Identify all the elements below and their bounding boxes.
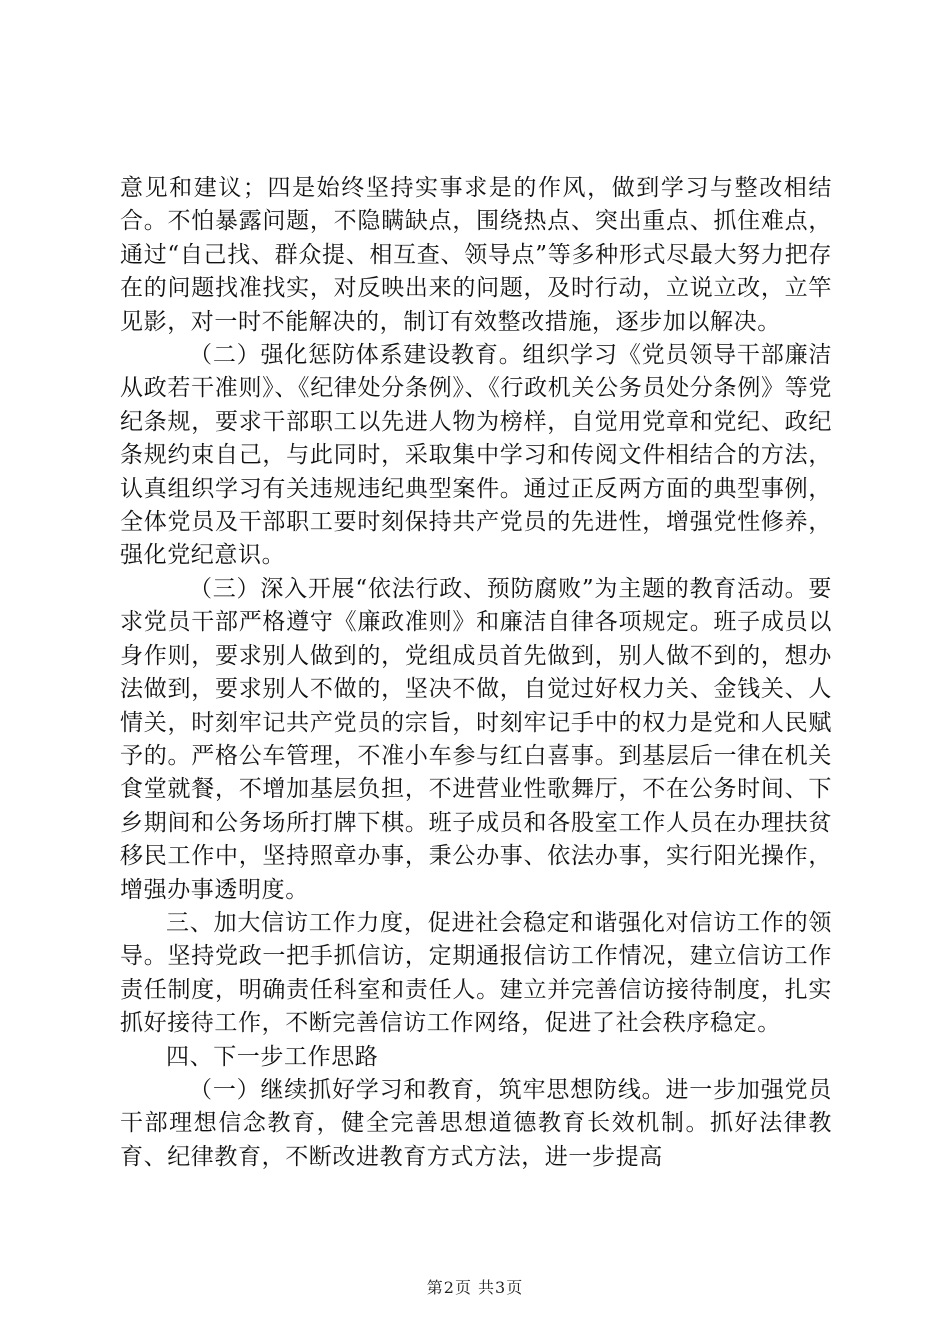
paragraph-petition-work: 三、加大信访工作力度，促进社会稳定和谐强化对信访工作的领导。坚持党政一把手抓信访，定期通报信访工作情况，建立信访工作责任制度，明确责任科室和责任人。建立并完善信访接待制度，扎实抓好接待工作，不断完善信访工作网络，促进了社会秩序稳定。 bbox=[120, 909, 832, 1037]
document-body bbox=[120, 172, 832, 1174]
paragraph-continuation: 意见和建议；四是始终坚持实事求是的作风，做到学习与整改相结合。不怕暴露问题，不隐瞒缺点，围绕热点、突出重点、抓住难点，通过“自己找、群众提、相互查、领导点”等多种形式尽最大努力把存在的问题找准找实，对反映出来的问题，及时行动，立说立改，立竿见影，对一时不能解决的，制订有效整改措施，逐步加以解决。 bbox=[120, 175, 832, 335]
paragraph-section-2: （二）强化惩防体系建设教育。组织学习《党员领导干部廉洁从政若干准则》、《纪律处分条例》、《行政机关公务员处分条例》等党纪条规，要求干部职工以先进人物为榜样，自觉用党章和党纪、政纪条规约束自己，与此同时，采取集中学习和传阅文件相结合的方法，认真组织学习有关违规违纪典型案件。通过正反两方面的典型事例，全体党员及干部职工要时刻保持共产党员的先进性，增强党性修养，强化党纪意识。 bbox=[120, 342, 832, 569]
paragraph-section-3: （三）深入开展“依法行政、预防腐败”为主题的教育活动。要求党员干部严格遵守《廉政准则》和廉洁自律各项规定。班子成员以身作则，要求别人做到的，党组成员首先做到，别人做不到的，想办法做到，要求别人不做的，坚决不做，自觉过好权力关、金钱关、人情关，时刻牢记共产党员的宗旨，时刻牢记手中的权力是党和人民赋予的。严格公车管理，不准小车参与红白喜事。到基层后一律在机关食堂就餐，不增加基层负担，不进营业性歌舞厅，不在公务时间、下乡期间和公务场所打牌下棋。班子成员和各股室工作人员在办理扶贫移民工作中，坚持照章办事，秉公办事、依法办事，实行阳光操作，增强办事透明度。 bbox=[120, 575, 832, 903]
page-number-footer: 第2页 共3页 bbox=[426, 1278, 524, 1297]
section-heading-next-steps: 四、下一步工作思路 bbox=[166, 1043, 379, 1070]
paragraph-next-steps-1: （一）继续抓好学习和教育，筑牢思想防线。进一步加强党员干部理想信念教育，健全完善思想道德教育长效机制。抓好法律教育、纪律教育，不断改进教育方式方法，进一步提高 bbox=[120, 1076, 832, 1170]
